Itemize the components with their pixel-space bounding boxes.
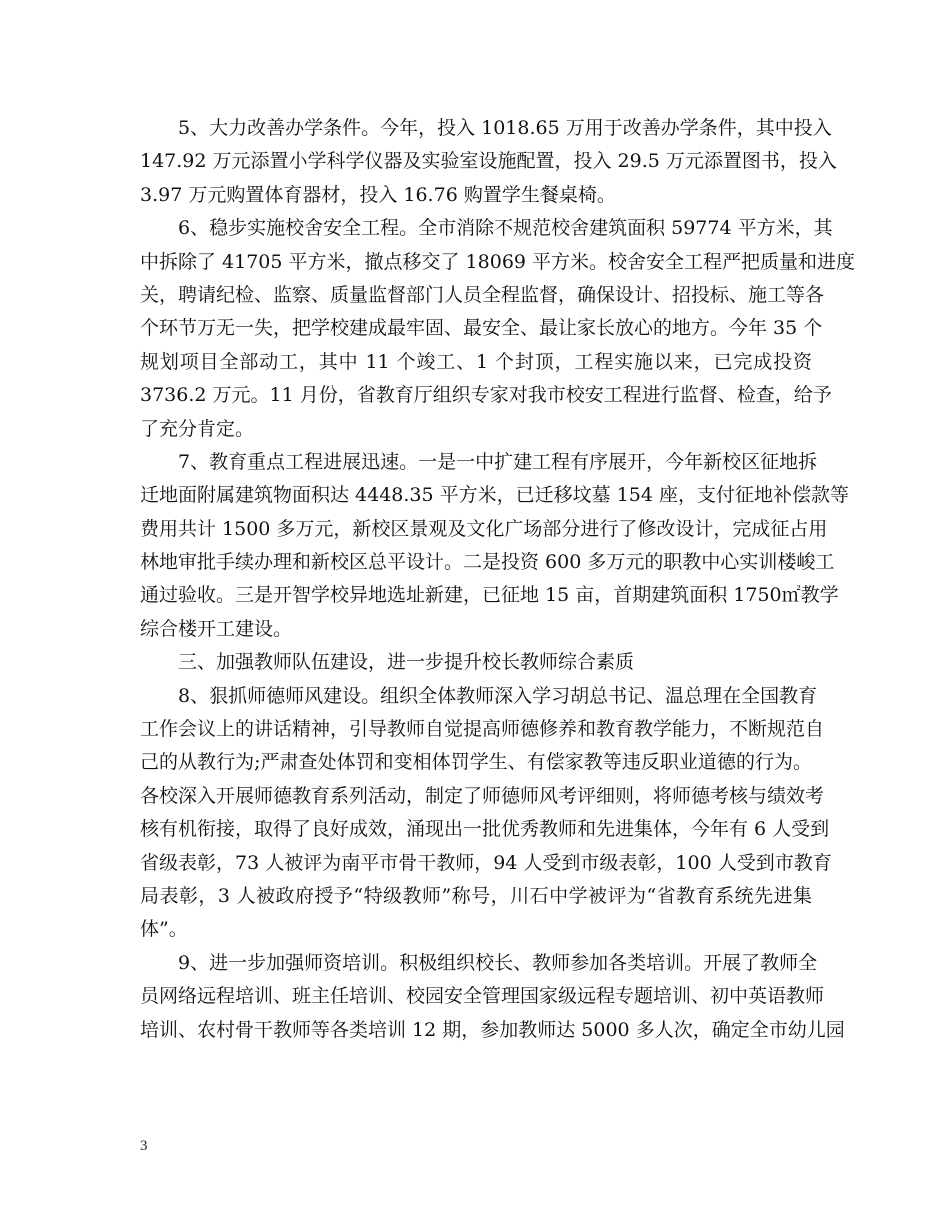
paragraph [140, 212, 856, 446]
text-line: 7、教育重点工程进展迅速。一是一中扩建工程有序展开，今年新校区征地拆 [178, 450, 818, 473]
text-line: 省级表彰，73 人被评为南平市骨干教师，94 人受到市级表彰，100 人受到市教育 [140, 851, 832, 874]
text-line: 体”。 [140, 918, 188, 941]
text-line: 规划项目全部动工，其中 11 个竣工、1 个封顶，工程实施以来，已完成投资 [140, 350, 812, 373]
text-line: 工作会议上的讲话精神，引导教师自觉提高师德修养和教育教学能力，不断规范自 [140, 718, 825, 741]
paragraph [140, 680, 832, 947]
document-body [140, 112, 856, 1047]
text-line: 综合楼开工建设。 [140, 617, 293, 640]
text-line: 林地审批手续办理和新校区总平设计。二是投资 600 多万元的职教中心实训楼峻工 [140, 551, 835, 574]
paragraph [140, 646, 812, 679]
text-line: 己的从教行为;严肃查处体罚和变相体罚学生、有偿家教等违反职业道德的行为。 [140, 751, 812, 774]
text-line: 费用共计 1500 多万元，新校区景观及文化广场部分进行了修改设计，完成征占用 [140, 517, 828, 540]
text-line: 了充分肯定。 [140, 417, 255, 440]
paragraph [140, 112, 837, 212]
text-line: 关，聘请纪检、监察、质量监督部门人员全程监督，确保设计、招投标、施工等各 [140, 283, 825, 306]
text-line: 8、狠抓师德师风建设。组织全体教师深入学习胡总书记、温总理在全国教育 [178, 684, 818, 707]
text-line: 个环节万无一失，把学校建成最牢固、最安全、最让家长放心的地方。今年 35 个 [140, 317, 823, 340]
paragraph [140, 446, 849, 646]
text-line: 147.92 万元添置小学科学仪器及实验室设施配置，投入 29.5 万元添置图书，投入 [140, 150, 837, 173]
text-line: 核有机衔接，取得了良好成效，涌现出一批优秀教师和先进集体，今年有 6 人受到 [140, 818, 830, 841]
text-line: 三、加强教师队伍建设，进一步提升校长教师综合素质 [178, 651, 635, 674]
text-line: 中拆除了 41705 平方米，撤点移交了 18069 平方米。校舍安全工程严把质量和进度 [140, 250, 856, 273]
text-line: 9、进一步加强师资培训。积极组织校长、教师参加各类培训。开展了教师全 [178, 951, 818, 974]
text-line: 员网络远程培训、班主任培训、校园安全管理国家级远程专题培训、初中英语教师 [140, 985, 825, 1008]
text-line: 局表彰，3 人被政府授予“特级教师”称号，川石中学被评为“省教育系统先进集 [140, 884, 812, 907]
text-line: 培训、农村骨干教师等各类培训 12 期，参加教师达 5000 多人次，确定全市幼儿园 [140, 1018, 845, 1041]
text-line: 6、稳步实施校舍安全工程。全市消除不规范校舍建筑面积 59774 平方米，其 [178, 217, 833, 240]
text-line: 5、大力改善办学条件。今年，投入 1018.65 万用于改善办学条件，其中投入 [178, 117, 832, 139]
text-line: 通过验收。三是开智学校异地选址新建，已征地 15 亩，首期建筑面积 1750㎡教学 [140, 584, 839, 607]
text-line: 3.97 万元购置体育器材，投入 16.76 购置学生餐桌椅。 [140, 183, 616, 206]
text-line: 迁地面附属建筑物面积达 4448.35 平方米，已迁移坟墓 154 座，支付征地补偿款等 [140, 484, 849, 507]
paragraph [140, 947, 845, 1047]
text-line: 3736.2 万元。11 月份，省教育厅组织专家对我市校安工程进行监督、检查，给予 [140, 384, 832, 407]
page-number: 3 [140, 1138, 148, 1154]
text-line: 各校深入开展师德教育系列活动，制定了师德师风考评细则，将师德考核与绩效考 [140, 784, 825, 807]
